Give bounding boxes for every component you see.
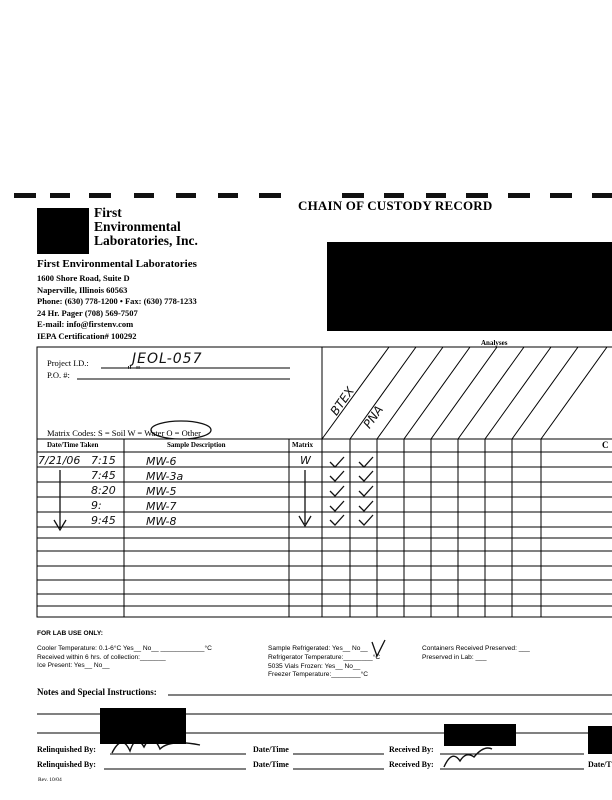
matrix-codes: Matrix Codes: S = Soil W = Water O = Other <box>47 428 201 438</box>
po-value[interactable]: " " <box>127 364 141 377</box>
lab-name: First Environmental Laboratories <box>37 258 197 270</box>
row-time[interactable]: 9:45 <box>91 514 116 527</box>
col-header-matrix: Matrix <box>292 441 313 449</box>
analyses-label: Analyses <box>481 339 508 347</box>
lab-email: E-mail: info@firstenv.com <box>37 319 134 330</box>
col-header-description: Sample Description <box>167 441 226 449</box>
lab-pager: 24 Hr. Pager (708) 569-7507 <box>37 307 138 318</box>
revision-label: Rev. 10/04 <box>38 777 62 783</box>
row-description[interactable]: MW-3a <box>146 470 184 483</box>
redacted-signature <box>588 726 612 754</box>
row-time[interactable]: 9: <box>91 499 102 512</box>
ice-present: Ice Present: Yes__ No__ <box>37 662 110 670</box>
redacted-signature <box>444 724 516 746</box>
redacted-signature <box>100 708 186 744</box>
row-time[interactable]: 8:20 <box>91 484 116 497</box>
preserved-in-lab: Preserved in Lab: ___ <box>422 653 487 661</box>
row-time[interactable]: 7:45 <box>91 469 116 482</box>
row-time[interactable]: 7:15 <box>91 454 116 467</box>
col-header-right: C <box>602 440 609 450</box>
relinquished-by-label: Relinquished By: <box>37 760 96 769</box>
refrigerator-temp: Refrigerator Temperature:________°C <box>268 653 381 661</box>
received-within: Received within 6 hrs. of collection:_______ <box>37 653 166 661</box>
project-id-label: Project I.D.: <box>47 358 89 368</box>
lab-city-line: Naperville, Illinois 60563 <box>37 284 128 295</box>
lab-phone: Phone: (630) 778-1200 • Fax: (630) 778-1233 <box>37 296 197 307</box>
company-logo-text: First Environmental Laboratories, Inc. <box>94 205 198 248</box>
datetime-label: Date/Time <box>253 760 289 769</box>
sample-refrigerated: Sample Refrigerated: Yes__ No__ <box>268 645 368 652</box>
col-header-datetime: Date/Time Taken <box>47 441 99 449</box>
row-matrix[interactable]: W <box>300 454 311 467</box>
lab-use-title: FOR LAB USE ONLY: <box>37 630 103 637</box>
lab-address-line: 1600 Shore Road, Suite D <box>37 273 130 283</box>
row-description[interactable]: MW-8 <box>146 515 177 528</box>
row-description[interactable]: MW-7 <box>146 500 177 513</box>
received-by-label: Received By: <box>389 745 434 754</box>
cooler-temperature: Cooler Temperature: 0.1-6°C Yes__ No__ ____________°C <box>37 644 212 652</box>
datetime-label: Date/T <box>588 760 612 769</box>
project-id-value[interactable]: JEOL-057 <box>132 351 203 367</box>
row-description[interactable]: MW-6 <box>146 455 177 468</box>
row-description[interactable]: MW-5 <box>146 485 177 498</box>
po-label: P.O. #: <box>47 370 70 380</box>
notes-label: Notes and Special Instructions: <box>37 687 157 697</box>
document-title: CHAIN OF CUSTODY RECORD <box>298 198 493 213</box>
analysis-pna: PNA <box>360 402 387 431</box>
analysis-btex: BTEX <box>327 384 357 418</box>
containers-preserved: Containers Received Preserved: ___ <box>422 645 530 652</box>
relinquished-by-label: Relinquished By: <box>37 745 96 754</box>
datetime-label: Date/Time <box>253 745 289 754</box>
received-by-label: Received By: <box>389 760 434 769</box>
row-date[interactable]: 7/21/06 <box>38 454 81 467</box>
freezer-temp: Freezer Temperature:________°C <box>268 671 369 679</box>
lab-certification: IEPA Certification# 100292 <box>37 330 137 341</box>
vials-frozen: 5035 Vials Frozen: Yes__ No__ <box>268 662 361 670</box>
